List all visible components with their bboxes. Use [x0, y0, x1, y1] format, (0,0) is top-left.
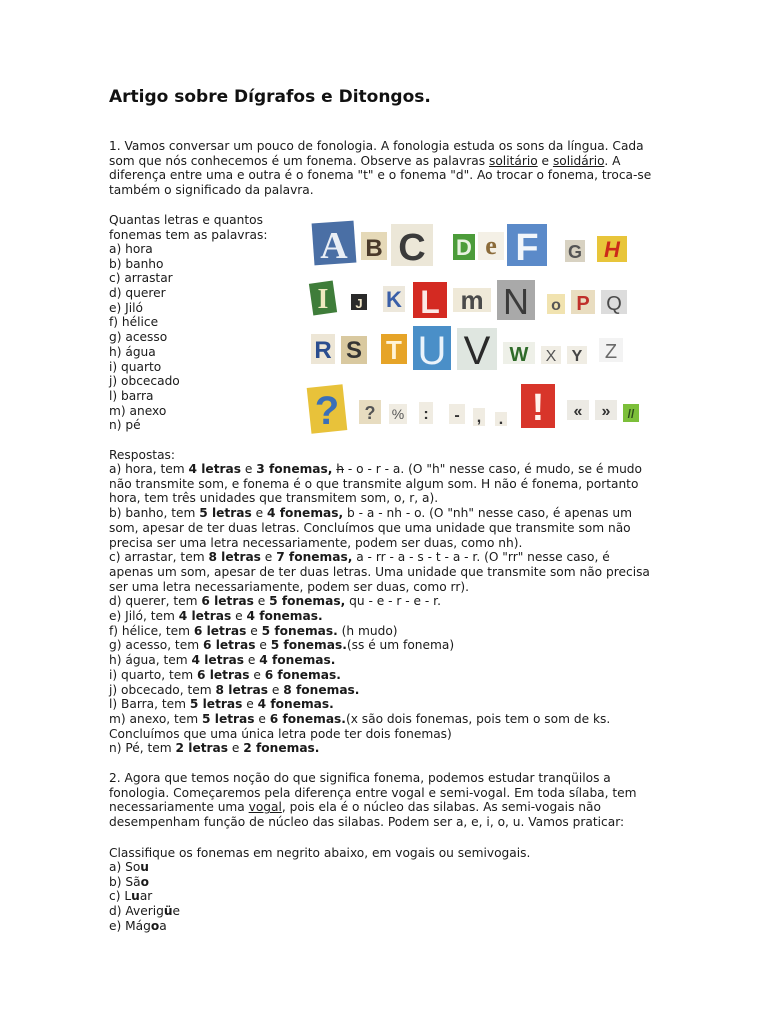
letter-R: R [314, 337, 332, 364]
section-1-text: . A diferença entre uma e outra é o fonema "t" e o fonema "d". Ao trocar o fonema, troca-se também o significado da palavra. [109, 153, 652, 198]
letter-tile [503, 342, 535, 366]
word-item: i) quarto [109, 359, 162, 374]
word-item: b) banho [109, 256, 164, 271]
answer-item: g) acesso, tem 6 letras e 5 fonemas.(ss é um fonema) [109, 638, 455, 653]
letter-tile [413, 326, 451, 373]
letter-tile [601, 290, 627, 315]
answer-item: m) anexo, tem 5 letras e 6 fonemas.(x são dois fonemas, pois tem o som de ks. Concluímos que uma única letra pode ter dois fonemas) [109, 711, 611, 741]
symbol-tile [359, 400, 381, 424]
letter-e: e [485, 231, 497, 260]
symbol-right-quote: » [601, 403, 611, 420]
letter-tile [351, 294, 367, 311]
letter-Y: Y [571, 348, 583, 365]
letter-tile [507, 224, 547, 269]
letter-tile [599, 338, 623, 363]
word-vogal: vogal [248, 800, 282, 815]
section-2-paragraph [109, 771, 657, 830]
exercise-item: c) Luar [109, 889, 153, 904]
letter-m: m [460, 285, 484, 315]
letter-tile [341, 336, 367, 364]
letter-S: S [345, 337, 363, 364]
answer-item: b) banho, tem 5 letras e 4 fonemas, b - a - nh - o. (O "nh" nesse caso, é apenas um som, apesar de ter duas letras. Concluímos que uma unidade que transmite som não precisa ser uma letra necessariamente, podem ser duas, como nh). [109, 506, 632, 550]
symbol-tile [449, 404, 465, 424]
word-solitario: solitário [489, 153, 538, 168]
symbol-tile [567, 400, 589, 420]
letter-A: A [320, 225, 348, 267]
answer-item: e) Jiló, tem 4 letras e 4 fonemas. [109, 609, 323, 624]
letter-Z: Z [604, 341, 618, 363]
letter-Q: Q [606, 293, 622, 315]
answer-item: j) obcecado, tem 8 letras e 8 fonemas. [109, 682, 360, 697]
classify-instruction: Classifique os fonemas em negrito abaixo, em vogais ou semivogais. [109, 846, 531, 860]
answer-item: i) quarto, tem 6 letras e 6 fonemas. [109, 667, 341, 682]
symbol-tile [495, 411, 507, 428]
struck-letter: h [336, 462, 345, 476]
word-item: m) anexo [109, 403, 167, 418]
letter-D: D [456, 235, 472, 260]
exercise-item: d) Averigüe [109, 904, 181, 919]
letter-N: N [503, 281, 529, 322]
letter-B: B [365, 235, 383, 262]
section-2-text: 2. Agora que temos noção do que significa fonema, podemos estudar tranqüilos a fonologia. Começaremos pela diferença entre vogal e semi-vogal. Em toda sílaba, tem necessariamente uma [109, 771, 637, 815]
word-item: e) Jiló [109, 300, 143, 315]
letter-tile [381, 334, 407, 365]
symbol-exclamation: ! [531, 387, 545, 429]
answer-item: d) querer, tem 6 letras e 5 fonemas, qu - e - r - e - r. [109, 594, 441, 609]
word-item: d) querer [109, 286, 166, 301]
word-item: j) obcecado [109, 374, 180, 389]
symbol-tile [623, 404, 639, 422]
question-intro: Quantas letras e quantos fonemas tem as palavras: [109, 213, 268, 242]
symbol-tile [307, 384, 348, 434]
answer-item: h) água, tem 4 letras e 4 fonemas. [109, 653, 336, 668]
answer-item: c) arrastar, tem 8 letras e 7 fonemas, a - rr - a - s - t - a - r. (O "rr" nesse caso, é apenas um som, apesar de ter duas letras. Uma unidade que transmite som não precisa ser uma letra necessariamente, podem ser duas, como rr). [109, 550, 650, 594]
letter-U: U [417, 329, 447, 373]
exercise-item: e) Mágoa [109, 918, 167, 933]
symbol-tile [473, 408, 485, 426]
symbol-percent: % [391, 406, 405, 422]
letter-tile [413, 282, 447, 320]
symbol-dash: - [454, 407, 460, 424]
letter-tile [383, 286, 405, 312]
symbol-question: ? [314, 389, 340, 433]
letter-L: L [420, 284, 440, 320]
letter-G: G [567, 242, 583, 262]
word-item: l) barra [109, 388, 154, 403]
answer-item: l) Barra, tem 5 letras e 4 fonemas. [109, 697, 334, 712]
word-item: c) arrastar [109, 271, 173, 286]
symbol-question-small: ? [364, 403, 376, 423]
letter-V: V [463, 329, 491, 373]
section-2-text: , pois ela é o núcleo das silabas. As semi-vogais não desempenham função de núcleo das silabas. Podem ser a, e, i, o, u. Vamos praticar: [109, 800, 625, 830]
word-item: h) água [109, 344, 156, 359]
symbol-period: . [498, 411, 504, 428]
letter-tile [391, 224, 433, 269]
letter-tile [478, 231, 504, 260]
letter-tile [453, 234, 475, 260]
letter-P: P [576, 293, 590, 315]
section-1-text: Vamos conversar um pouco de fonologia. A fonologia estuda os sons da língua. Cada som que nós conhecemos é um fonema. Observe as palavras [109, 139, 644, 168]
answers-heading: Respostas: [109, 448, 176, 462]
letter-J: J [355, 296, 363, 311]
answer-item: a) hora, tem 4 letras e 3 fonemas, h - o - r - a. (O "h" nesse caso, é mudo, se é mudo não transmite som, e fonema é o que transmite algum som. H não é fonema, portanto hora, tem três unidades que transmitem som, o, r, a). [109, 462, 642, 506]
section-1-text: e [537, 153, 553, 168]
exercise-item: b) São [109, 874, 149, 889]
letter-tile [312, 221, 357, 267]
section-1-paragraph [109, 139, 657, 198]
letter-tile [497, 280, 535, 322]
word-item: g) acesso [109, 330, 168, 345]
answers-list [109, 462, 657, 756]
document-title: Artigo sobre Dígrafos e Ditongos. [109, 87, 431, 107]
letter-C: C [398, 227, 426, 269]
letter-tile [547, 294, 565, 314]
symbol-tile [419, 402, 433, 424]
answer-item: n) Pé, tem 2 letras e 2 fonemas. [109, 741, 320, 756]
exercise-item: a) Sou [109, 860, 149, 874]
symbol-double-slash: // [627, 407, 635, 421]
word-list [109, 242, 180, 433]
letter-K: K [386, 287, 402, 312]
vowel-exercise-list [109, 860, 180, 933]
letter-tile [541, 346, 561, 365]
letter-tile [571, 290, 595, 315]
letter-H: H [604, 237, 620, 262]
letter-tile [453, 285, 491, 315]
alphabet-cutout-image [303, 214, 643, 444]
letter-T: T [386, 335, 402, 365]
symbol-comma: , [476, 409, 482, 426]
symbol-tile [389, 404, 407, 424]
letter-tile [361, 232, 387, 262]
letter-tile [309, 280, 337, 315]
letter-tile [567, 346, 587, 365]
letter-F: F [515, 227, 539, 269]
section-1-number: 1. [109, 139, 121, 153]
answer-item: f) hélice, tem 6 letras e 5 fonemas. (h mudo) [109, 623, 398, 638]
letter-X: X [545, 348, 557, 365]
word-solidario: solidário [552, 153, 605, 168]
symbol-left-quote: « [573, 403, 583, 420]
letter-tile [457, 328, 497, 373]
letter-W: W [509, 344, 529, 366]
word-item: f) hélice [109, 315, 159, 330]
symbol-colon: : [423, 406, 429, 423]
symbol-tile [521, 384, 555, 429]
letter-tile [311, 334, 335, 364]
symbol-tile [595, 400, 617, 420]
letter-I: I [317, 284, 329, 315]
letter-tile [597, 236, 627, 262]
word-item: n) pé [109, 418, 141, 433]
word-item: a) hora [109, 242, 153, 256]
letter-o: o [551, 297, 561, 314]
letter-tile [565, 240, 585, 262]
